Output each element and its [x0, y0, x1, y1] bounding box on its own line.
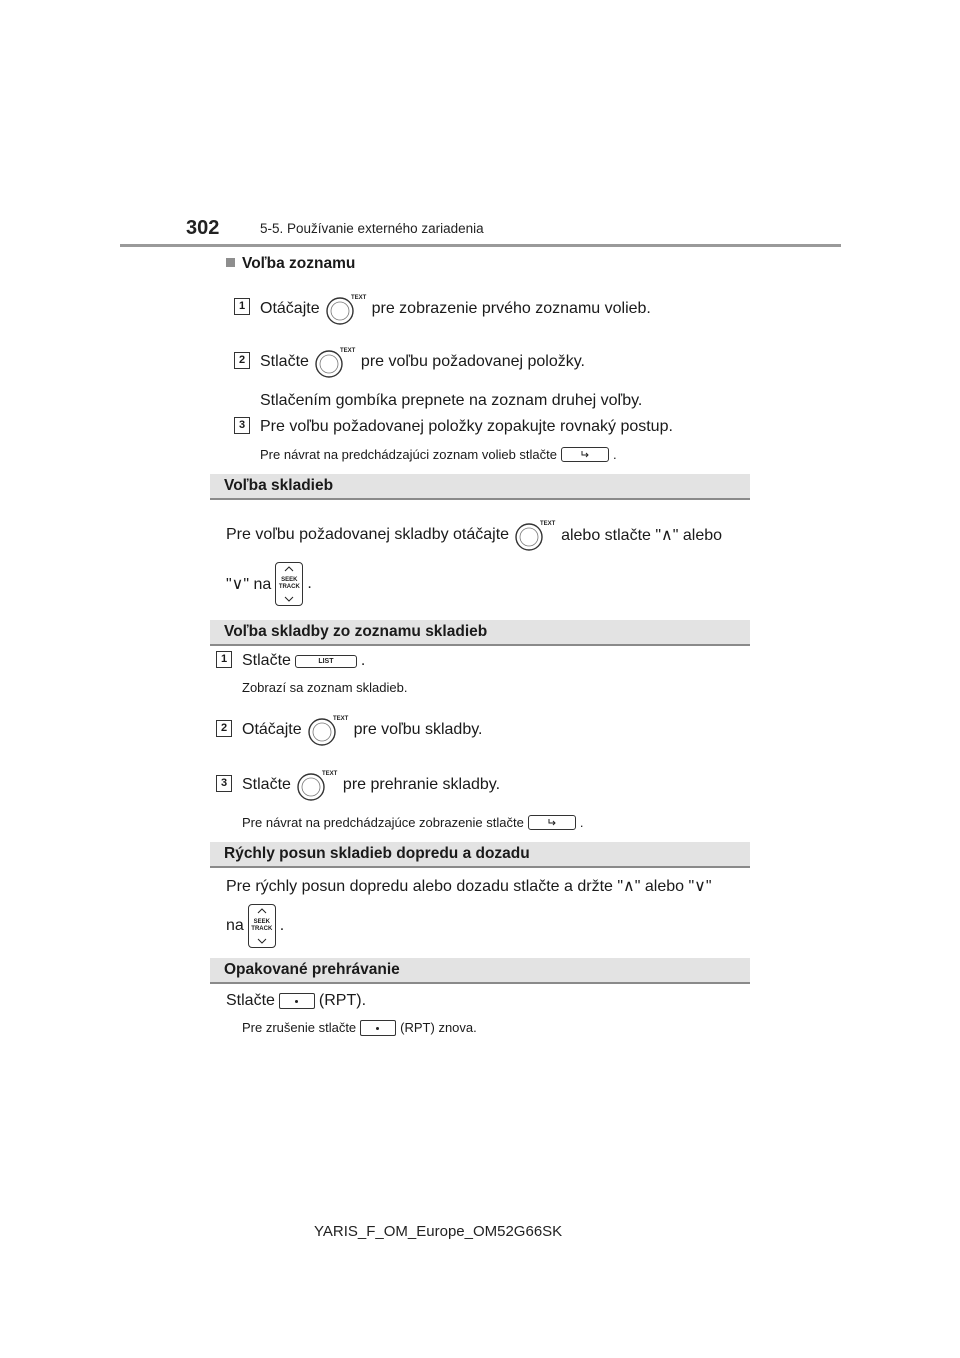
rpt-button-icon: [360, 1020, 396, 1036]
list-step-2: Stlačte TEXT pre voľbu požadovanej položky.: [260, 345, 585, 379]
step-number: 2: [234, 352, 250, 369]
document-footer-code: YARIS_F_OM_Europe_OM52G66SK: [314, 1223, 563, 1240]
step-number: 3: [216, 775, 232, 792]
svg-text:TEXT: TEXT: [332, 716, 348, 722]
list-step-2-extra: Stlačením gombíka prepnete na zoznam druhej voľby.: [260, 392, 643, 409]
section-bar-repeat: Opakované prehrávanie: [210, 958, 750, 984]
section-bar-track-selection: Voľba skladieb: [210, 474, 750, 500]
svg-text:TEXT: TEXT: [350, 295, 366, 301]
list-step-3: Pre voľbu požadovanej položky zopakujte rovnaký postup.: [260, 418, 673, 435]
page-number: 302: [186, 217, 220, 239]
section-bar-fast-seek: Rýchly posun skladieb dopredu a dozadu: [210, 842, 750, 868]
list-note: Pre návrat na predchádzajúci zoznam volieb stlačte .: [260, 447, 617, 463]
track-list-step-3: Stlačte TEXT pre prehranie skladby.: [242, 768, 500, 802]
text-knob-icon: [313, 345, 357, 379]
return-button-icon: [561, 447, 609, 462]
fast-seek-text: Pre rýchly posun dopredu alebo dozadu stlačte a držte "∧" alebo "∨": [226, 878, 712, 895]
chapter-title: 5-5. Používanie externého zariadenia: [260, 221, 484, 236]
repeat-text: Stlačte (RPT).: [226, 992, 367, 1009]
track-list-step-2: Otáčajte TEXT pre voľbu skladby.: [242, 713, 482, 747]
svg-text:TEXT: TEXT: [540, 521, 556, 527]
seek-track-button-icon: SEEK TRACK: [248, 904, 276, 948]
seek-track-button-icon: SEEK TRACK: [275, 562, 303, 606]
track-selection-text: Pre voľbu požadovanej skladby otáčajte TEXT alebo stlačte "∧" alebo: [226, 518, 722, 552]
svg-text:TEXT: TEXT: [339, 348, 356, 354]
section-bar-track-from-list: Voľba skladby zo zoznamu skladieb: [210, 620, 750, 646]
rpt-button-icon: [279, 993, 315, 1009]
text-knob-icon: [306, 713, 350, 747]
list-button-icon: LIST: [295, 655, 357, 668]
square-bullet-icon: [226, 258, 235, 267]
step-number: 1: [234, 298, 250, 315]
svg-text:TEXT: TEXT: [321, 771, 338, 777]
step-number: 2: [216, 720, 232, 737]
fast-seek-text-line2: na SEEK TRACK .: [226, 904, 284, 948]
repeat-note: Pre zrušenie stlačte (RPT) znova.: [242, 1020, 477, 1036]
text-knob-icon: [295, 768, 339, 802]
track-list-step-1: Stlačte LIST .: [242, 652, 366, 669]
text-knob-icon: [324, 292, 368, 326]
return-button-icon: [528, 815, 576, 830]
track-selection-text-line2: "∨" na SEEK TRACK .: [226, 562, 312, 606]
subsection-title-list: Voľba zoznamu: [226, 255, 355, 273]
header-rule: [120, 244, 841, 247]
text-knob-icon: [513, 518, 557, 552]
track-list-note: Pre návrat na predchádzajúce zobrazenie stlačte .: [242, 815, 584, 831]
list-step-1: Otáčajte TEXT pre zobrazenie prvého zoznamu volieb.: [260, 292, 651, 326]
step-number: 1: [216, 651, 232, 668]
step-number: 3: [234, 417, 250, 434]
track-list-step-1-note: Zobrazí sa zoznam skladieb.: [242, 680, 408, 695]
